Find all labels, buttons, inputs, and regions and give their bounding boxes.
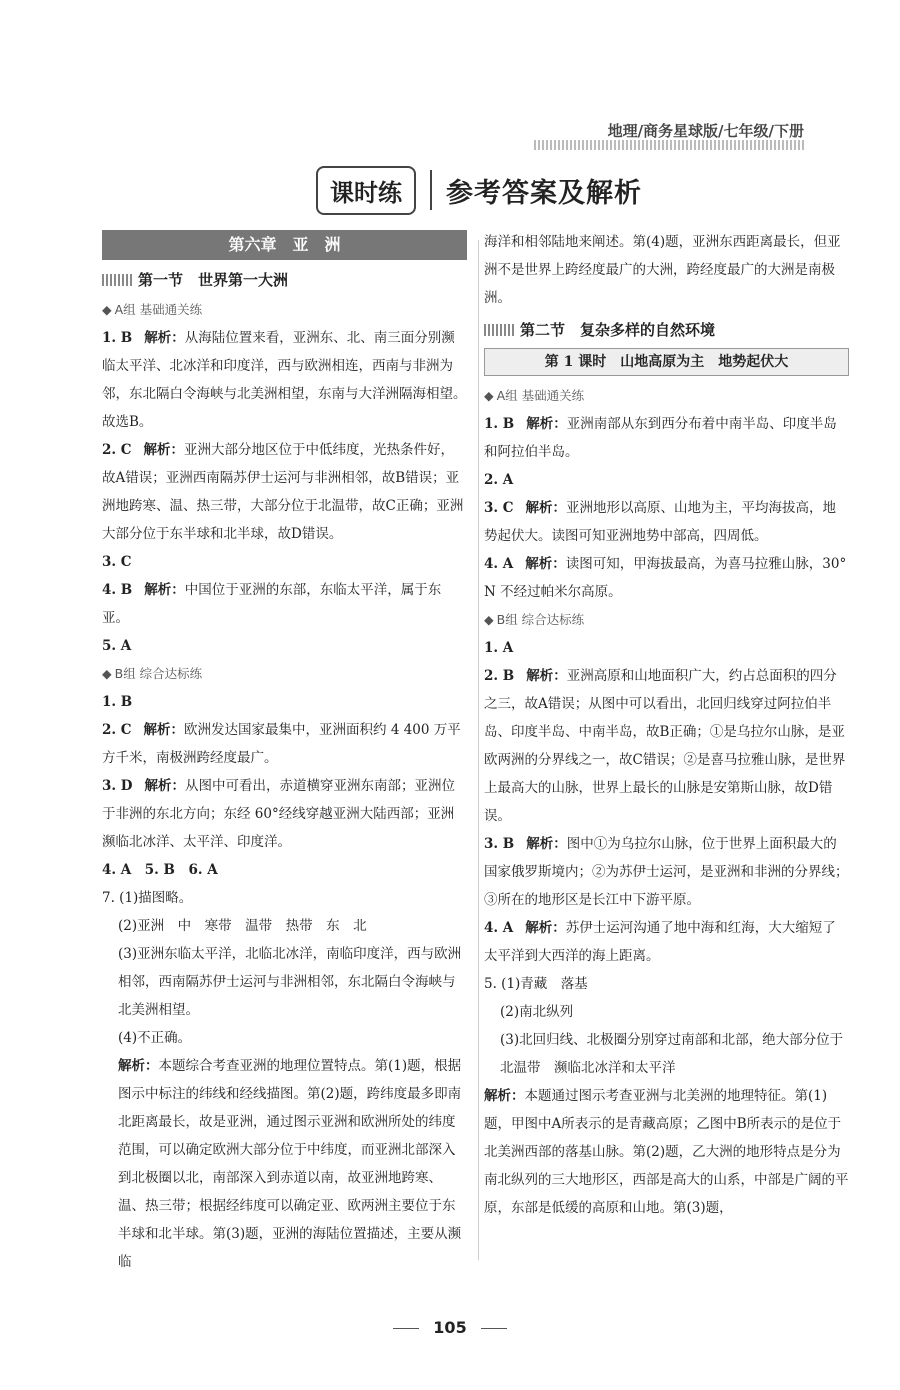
title-divider	[430, 170, 432, 210]
answer-number: 4. A	[484, 920, 514, 936]
analysis-label: 解析：	[118, 1058, 159, 1074]
page-title	[316, 166, 642, 214]
series-label: 地理/商务星球版/七年级/下册	[607, 122, 804, 140]
page-number	[0, 1318, 900, 1337]
answer-subitem: (2)南北纵列	[500, 1004, 574, 1020]
answer-number: 5. A	[102, 638, 132, 654]
diamond-icon: ◆	[484, 388, 494, 403]
group-b-text: B组 综合达标练	[114, 666, 203, 681]
answer-item	[484, 550, 849, 606]
answer-item	[102, 856, 467, 884]
answer-text: 7. (1)描图略。	[102, 890, 193, 906]
answer-number: 3. C	[102, 554, 132, 570]
answer-item	[484, 914, 849, 970]
group-a-label	[102, 296, 467, 324]
answer-item	[102, 716, 467, 772]
section-title: 第一节 世界第一大洲	[138, 271, 289, 289]
analysis-label: 解析：	[526, 836, 567, 852]
title-main: 参考答案及解析	[446, 177, 642, 209]
answer-number: 2. A	[484, 472, 514, 488]
answer-number: 3. C	[484, 500, 514, 516]
answer-item	[484, 494, 849, 550]
page-number-text: 105	[433, 1318, 467, 1337]
title-box: 课时练	[316, 166, 416, 215]
answer-subitem: (4)不正确。	[118, 1030, 192, 1046]
answer-number: 2. B	[484, 668, 515, 684]
section-title: 第二节 复杂多样的自然环境	[520, 321, 716, 339]
analysis-text: 中国位于亚洲的东部，东临太平洋，属于东亚。	[102, 582, 442, 626]
answer-number: 3. D	[102, 778, 133, 794]
answer-item	[484, 662, 849, 830]
answer-number: 2. C	[102, 722, 132, 738]
group-b-text: B组 综合达标练	[496, 612, 585, 627]
answer-number: 3. B	[484, 836, 515, 852]
answer-number: 1. A	[484, 640, 514, 656]
answer-item	[102, 884, 467, 912]
lesson-banner: 第 1 课时 山地高原为主 地势起伏大	[484, 348, 849, 376]
analysis-text: 欧洲发达国家最集中，亚洲面积约 4 400 万平方千米，南极洲跨经度最广。	[102, 722, 461, 766]
group-b-label	[102, 660, 467, 688]
group-a-label	[484, 382, 849, 410]
answer-item	[102, 548, 467, 576]
answer-analysis	[484, 1082, 849, 1222]
group-a-text: A组 基础通关练	[114, 302, 203, 317]
diamond-icon: ◆	[102, 302, 112, 317]
column-divider	[478, 240, 479, 1260]
analysis-text: 苏伊士运河沟通了地中海和红海，大大缩短了太平洋到大西洋的海上距离。	[484, 920, 836, 964]
chapter-heading: 第六章 亚 洲	[102, 230, 467, 260]
answer-item	[484, 634, 849, 662]
section-heading	[484, 316, 849, 344]
group-a-text: A组 基础通关练	[496, 388, 585, 403]
answer-subitem: (3)亚洲东临太平洋，北临北冰洋，南临印度洋，西与欧洲相邻，西南隔苏伊士运河与非洲相邻，东北隔白令海峡与北美洲相望。	[118, 946, 462, 1018]
analysis-label: 解析：	[144, 582, 185, 598]
analysis-label: 解析：	[143, 442, 185, 458]
answer-number: 4. B	[102, 582, 133, 598]
answer-number: 4. A 5. B 6. A	[102, 862, 218, 878]
section-hatch-icon	[484, 324, 514, 336]
analysis-text: 读图可知，甲海拔最高，为喜马拉雅山脉，30° N 不经过帕米尔高原。	[484, 556, 847, 600]
section-heading	[102, 266, 467, 294]
analysis-text: 亚洲高原和山地面积广大，约占总面积的四分之三，故A错误；从图中可以看出，北回归线穿过阿拉伯半岛、印度半岛、中南半岛，故B正确；①是乌拉尔山脉，是亚欧两洲的分界线之一，故C错误；②是喜马拉雅山脉，是世界上最高大的山脉，世界上最长的山脉是安第斯山脉，故D错误。	[484, 668, 846, 824]
group-b-label	[484, 606, 849, 634]
answer-item	[484, 970, 849, 998]
diamond-icon: ◆	[484, 612, 494, 627]
answer-item	[102, 688, 467, 716]
answer-number: 2. C	[102, 442, 132, 458]
analysis-text: 亚洲大部分地区位于中低纬度，光热条件好，故A错误；亚洲西南隔苏伊士运河与非洲相邻，故B错误；亚洲地跨寒、温、热三带，大部分位于北温带，故C正确；亚洲大部分位于东半球和北半球，故D错误。	[102, 442, 464, 542]
analysis-label: 解析：	[144, 330, 185, 346]
answer-item	[102, 576, 467, 632]
analysis-label: 解析：	[526, 416, 567, 432]
continued-text: 海洋和相邻陆地来阐述。第(4)题，亚洲东西距离最长，但亚洲不是世界上跨经度最广的大洲，跨经度最广的大洲是南极洲。	[484, 234, 841, 306]
analysis-text: 图中①为乌拉尔山脉，位于世界上面积最大的国家俄罗斯境内；②为苏伊士运河，是亚洲和非洲的分界线；③所在的地形区是长江中下游平原。	[484, 836, 849, 908]
analysis-text: 从海陆位置来看，亚洲东、北、南三面分别濒临太平洋、北冰洋和印度洋，西与欧洲相连，西南与非洲为邻，东北隔白令海峡与北美洲相望，东南与大洋洲隔海相望。故选B。	[102, 330, 467, 430]
right-column	[484, 228, 849, 1222]
header-rule	[534, 140, 804, 150]
answer-text: 5. (1)青藏 落基	[484, 976, 588, 992]
analysis-label: 解析：	[526, 668, 567, 684]
answer-item	[102, 324, 467, 436]
dash-right	[481, 1328, 507, 1329]
analysis-label: 解析：	[525, 556, 566, 572]
analysis-text: 从图中可看出，赤道横穿亚洲东南部；亚洲位于非洲的东北方向；东经 60°经线穿越亚洲大陆西部；亚洲濒临北冰洋、太平洋、印度洋。	[102, 778, 456, 850]
analysis-text: 本题通过图示考查亚洲与北美洲的地理特征。第(1)题，甲图中A所表示的是青藏高原；乙图中B所表示的是位于北美洲西部的落基山脉。第(2)题，乙大洲的地形特点是分为南北纵列的三大地形区，西部是高大的山系，中部是广阔的平原，东部是低缓的高原和山地。第(3)题，	[484, 1088, 849, 1216]
dash-left	[393, 1328, 419, 1329]
analysis-label: 解析：	[484, 1088, 525, 1104]
analysis-label: 解析：	[525, 500, 567, 516]
answer-number: 1. B	[102, 694, 133, 710]
analysis-label: 解析：	[525, 920, 566, 936]
answer-analysis	[102, 1052, 467, 1276]
left-column	[102, 230, 467, 1276]
analysis-label: 解析：	[144, 778, 186, 794]
answer-subitem: (2)亚洲 中 寒带 温带 热带 东 北	[118, 918, 367, 934]
section-hatch-icon	[102, 274, 132, 286]
answer-number: 4. A	[484, 556, 514, 572]
answer-item	[484, 466, 849, 494]
analysis-text: 亚洲南部从东到西分布着中南半岛、印度半岛和阿拉伯半岛。	[484, 416, 837, 460]
answer-item	[102, 436, 467, 548]
analysis-text: 本题综合考查亚洲的地理位置特点。第(1)题，根据图示中标注的纬线和经线描图。第(2)题，跨纬度最多即南北距离最长，故是亚洲，通过图示亚洲和欧洲所处的纬度范围，可以确定欧洲大部分位于中纬度，而亚洲北部深入到北极圈以北，南部深入到赤道以南，故亚洲地跨寒、温、热三带；根据经纬度可以确定亚、欧两洲主要位于东半球和北半球。第(3)题，亚洲的海陆位置描述，主要从濒临	[118, 1058, 462, 1270]
answer-number: 1. B	[102, 330, 133, 346]
answer-item	[102, 772, 467, 856]
analysis-label: 解析：	[143, 722, 185, 738]
analysis-text: 亚洲地形以高原、山地为主，平均海拔高，地势起伏大。读图可知亚洲地势中部高，四周低。	[484, 500, 837, 544]
answer-subitem: (3)北回归线、北极圈分别穿过南部和北部，绝大部分位于北温带 濒临北冰洋和太平洋	[500, 1032, 844, 1076]
answer-item	[484, 830, 849, 914]
answer-number: 1. B	[484, 416, 515, 432]
answer-item	[484, 410, 849, 466]
diamond-icon: ◆	[102, 666, 112, 681]
answer-item	[102, 632, 467, 660]
